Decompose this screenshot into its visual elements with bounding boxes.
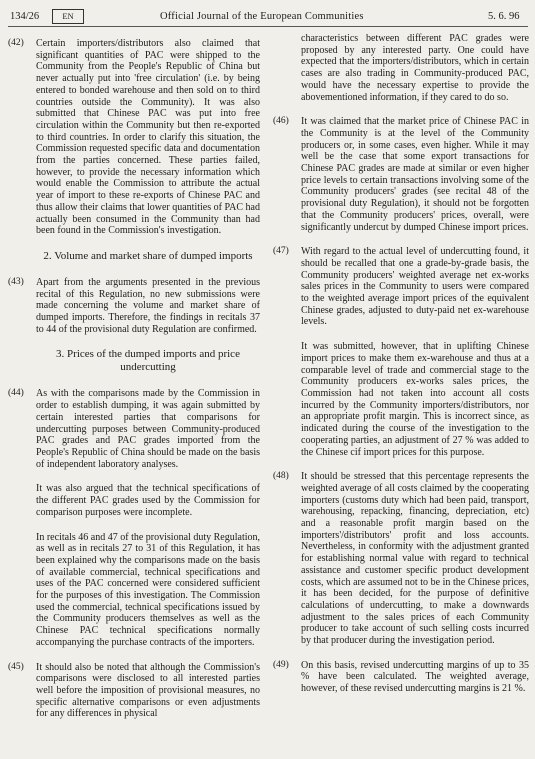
recital-text: It was submitted, however, that in uplifting Chinese import prices to make them ex-warehouse and thus at a comparable level of trade and commercial stage to the Community producers ex-works sales prices, the Commission had not taken into account all costs incurred by the Community importers/distributors, nor an appropriate profit margin. This is incorrect since, as indicated during the course of the investigation to the cooperating parties, an adjustment of 27 % was added to the Chinese cif import prices for this purpose. xyxy=(301,341,529,458)
recital-49 xyxy=(273,660,529,695)
recital-text: characteristics between different PAC grades were proposed by any interested party. One could have expected that the importers/distributors, which in certain cases are also trading in Community-produced PAC, would have the necessary expertise to provide the abovementioned information, if they cared to do so. xyxy=(301,33,529,103)
recital-44-continuation xyxy=(8,483,260,518)
right-column xyxy=(273,33,529,708)
recital-text: Apart from the arguments presented in the previous recital of this Regulation, no new submissions were made concerning the volume and market share of dumped imports. Therefore, the findings in recitals 37 to 44 of the provisional duty Regulation are confirmed. xyxy=(36,276,260,335)
recital-number: (46) xyxy=(273,116,289,127)
recital-text: It was also argued that the technical specifications of the different PAC grades used by the Commission for comparison purposes were incomplete. xyxy=(36,483,260,518)
recital-text: On this basis, revised undercutting margins of up to 35 % have been calculated. The weighted average, however, of these revised undercutting margins is 21 %. xyxy=(301,659,529,695)
recital-text: In recitals 46 and 47 of the provisional duty Regulation, as well as in recitals 27 to 31 of this Regulation, it has been explained why the comparisons made on the basis of available commercial, technical specifications and uses of the PAC concerned were considered sufficient for the purposes of this investigation. The Commission used the commercial, technical specifications issued by the Community producers themselves as well as the Chinese PAC technical specifications normally accompanying the purchase contracts of the importers. xyxy=(36,531,260,648)
recital-text: It should be stressed that this percentage represents the weighted average of all costs claimed by the cooperating importers (customs duty which had been paid, transport, warehousing, repacking, financing, depreciation, etc) and a reasonable profit margin based on the importers'/distributors' profit and loss accounts. Nevertheless, in conformity with the adjustment granted for establishing normal value with regard to technical assistance and customer specific product development costs, which are assumed not to be in the Chinese prices, it has been decided, for the purpose of definitive calculations of undercutting, to make a downwards adjustment to the sales prices of each Community producer to take account of such selling costs incurred by that producer during the investigation period. xyxy=(301,471,529,647)
recital-text: As with the comparisons made by the Commission in order to establish dumping, it was again submitted by certain interested parties that comparisons for undercutting purposes between Community-produced PAC grades and PAC grades imported from the People's Republic of China should be made on the basis of independent laboratory analyses. xyxy=(36,388,260,470)
recital-number: (44) xyxy=(8,388,24,399)
recital-47-continuation xyxy=(273,341,529,458)
header-rule xyxy=(8,26,528,27)
left-column xyxy=(8,38,260,733)
section-heading: 2. Volume and market share of dumped imports xyxy=(43,249,253,262)
recital-text: It was claimed that the market price of Chinese PAC in the Community is at the level of the Community producers or, in some cases, even higher. While it may well be the case that some export transactions for Chinese PAC grades are made at similar or even higher price levels to certain transactions involving some of the Community producers' grades (see recital 48 of the provisional duty Regulation), it should not be forgotten that the Community producers' prices, overall, were significantly undercut by dumped Chinese import prices. xyxy=(301,116,529,233)
recital-44 xyxy=(8,388,260,470)
recital-45-continuation xyxy=(273,33,529,103)
recital-number: (47) xyxy=(273,246,289,257)
recital-43 xyxy=(8,277,260,336)
page-number: 134/26 xyxy=(10,11,40,22)
recital-number: (43) xyxy=(8,276,24,287)
recital-text: It should also be noted that although the Commission's comparisons were disclosed to all interested parties well before the imposition of provisional measures, no specific alternative comparisons or even adjustments for any differences in physical xyxy=(36,661,260,720)
recital-44-continuation xyxy=(8,532,260,649)
recital-number: (49) xyxy=(273,659,289,670)
recital-48 xyxy=(273,471,529,647)
recital-text: With regard to the actual level of undercutting found, it should be recalled that one a grade-by-grade basis, the Community producers' weighted average net ex-works sales prices in the Community to users were compared to the weighted average import prices of the equivalent Chinese grades, adjusted to duty-paid net ex-warehouse levels. xyxy=(301,246,529,328)
recital-42 xyxy=(8,38,260,237)
recital-46 xyxy=(273,116,529,233)
recital-47 xyxy=(273,246,529,328)
recital-number: (45) xyxy=(8,661,24,672)
journal-title: Official Journal of the European Communities xyxy=(160,11,364,22)
recital-45 xyxy=(8,662,260,721)
recital-text: Certain importers/distributors also claimed that significant quantities of PAC were shipped to the Community from the People's Republic of China but never actually put into 'free circulation' (i.e. by being entered to bonded warehouse and then sold on to third countries outside the Community). It was also submitted that Chinese PAC was put into free circulation within the Community but then re-exported to third countries. In order to clarify this situation, the Commission requested specific data and documentation from the parties concerned. These parties failed, however, to provide the necessary information which would enable the Commission to attribute the actual year of import to these re-exports of Chinese PAC and thus allow their claims that lower quantities of PAC had actually been consumed in the Community than had been found in the Commission's investigation. xyxy=(36,38,260,237)
page-header xyxy=(0,6,535,28)
language-code-box: EN xyxy=(52,9,84,24)
recital-number: (48) xyxy=(273,471,289,482)
section-heading: 3. Prices of the dumped imports and price undercutting xyxy=(56,348,240,374)
recital-number: (42) xyxy=(8,38,24,48)
publication-date: 5. 6. 96 xyxy=(488,11,520,22)
